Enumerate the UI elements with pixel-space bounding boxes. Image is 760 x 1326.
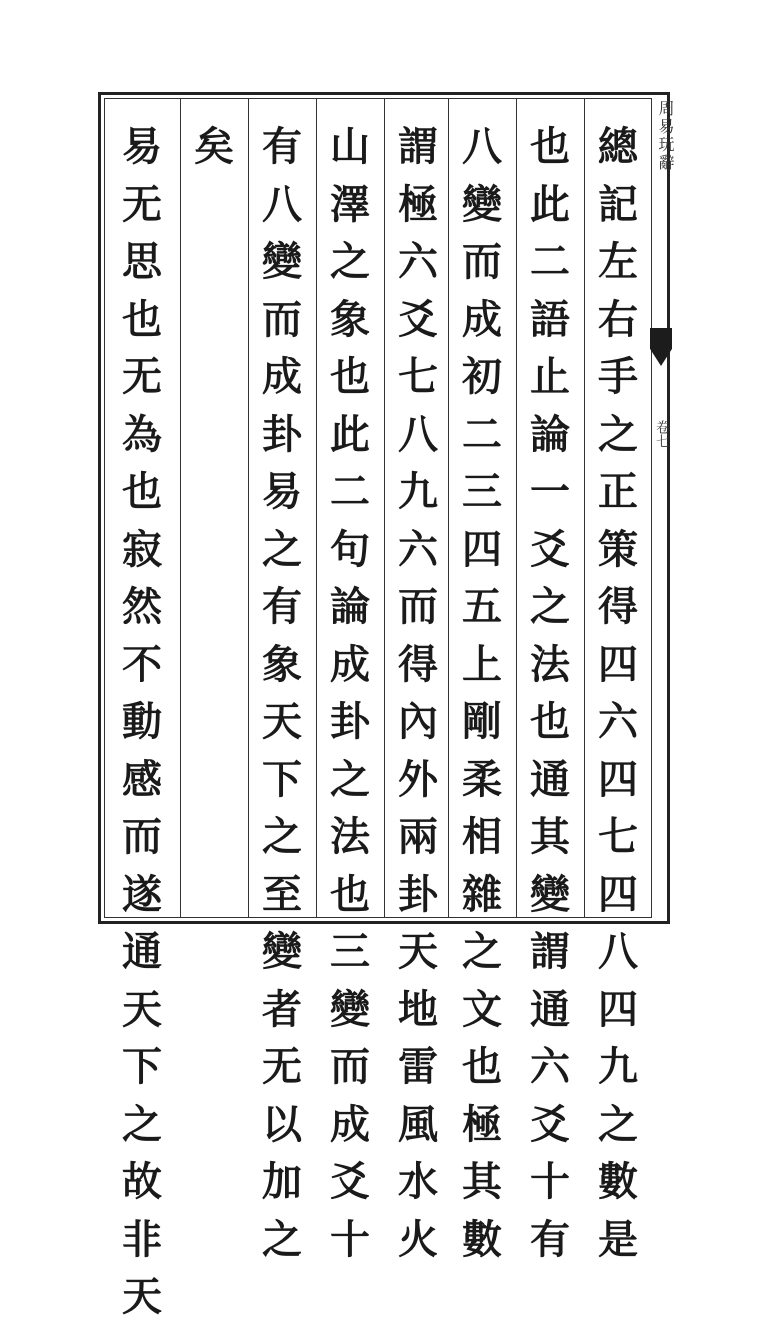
column-character: 二 — [462, 410, 502, 458]
column-character: 外 — [398, 755, 438, 803]
column-character: 六 — [530, 1043, 570, 1090]
column-character: 易 — [122, 123, 162, 170]
column-character: 變 — [530, 870, 570, 918]
column-character: 天 — [122, 1273, 162, 1320]
column-character: 之 — [330, 755, 370, 803]
column-character: 變 — [462, 180, 502, 228]
column-character: 變 — [330, 985, 370, 1033]
column-character: 策 — [598, 525, 638, 573]
column-character: 止 — [530, 353, 570, 400]
column-character: 一 — [530, 468, 570, 515]
column-character: 內 — [398, 698, 438, 745]
column-character: 之 — [262, 1215, 302, 1263]
column-character: 也 — [330, 870, 370, 918]
column-character: 卦 — [330, 698, 370, 745]
text-column-6 — [254, 118, 310, 1263]
column-character: 六 — [398, 525, 438, 573]
column-character: 九 — [398, 468, 438, 515]
column-character: 有 — [262, 123, 302, 170]
margin-book-title: 周易玩辭 — [656, 100, 675, 172]
column-character: 不 — [122, 640, 162, 688]
column-character: 而 — [330, 1043, 370, 1090]
column-character: 八 — [398, 410, 438, 458]
column-character: 无 — [262, 1043, 302, 1090]
column-character: 四 — [598, 640, 638, 688]
column-character: 山 — [330, 123, 370, 170]
column-character: 也 — [122, 295, 162, 343]
column-character: 數 — [462, 1215, 502, 1263]
column-character: 語 — [530, 295, 570, 343]
column-character: 而 — [398, 583, 438, 630]
column-character: 論 — [530, 410, 570, 458]
column-character: 法 — [330, 813, 370, 860]
column-character: 九 — [598, 1043, 638, 1090]
column-character: 故 — [122, 1158, 162, 1205]
column-character: 也 — [330, 353, 370, 400]
column-character: 之 — [330, 238, 370, 285]
column-character: 爻 — [398, 295, 438, 343]
column-character: 三 — [462, 468, 502, 515]
column-character: 左 — [598, 238, 638, 285]
column-character: 十 — [530, 1158, 570, 1205]
column-character: 謂 — [398, 123, 438, 170]
column-character: 其 — [462, 1158, 502, 1205]
column-character: 二 — [330, 468, 370, 515]
column-rule — [248, 98, 249, 918]
column-character: 剛 — [462, 698, 502, 745]
column-character: 成 — [330, 640, 370, 688]
column-character: 此 — [530, 180, 570, 228]
column-character: 以 — [262, 1100, 302, 1148]
column-character: 天 — [262, 698, 302, 745]
column-character: 上 — [462, 640, 502, 688]
column-character: 成 — [262, 353, 302, 400]
column-character: 非 — [122, 1215, 162, 1263]
column-character: 火 — [398, 1215, 438, 1263]
column-character: 論 — [330, 583, 370, 630]
column-character: 其 — [530, 813, 570, 860]
column-character: 八 — [598, 928, 638, 975]
column-character: 成 — [330, 1100, 370, 1148]
column-character: 无 — [122, 180, 162, 228]
column-character: 四 — [598, 985, 638, 1033]
column-character: 象 — [330, 295, 370, 343]
column-character: 文 — [462, 985, 502, 1033]
column-character: 爻 — [330, 1158, 370, 1205]
column-character: 而 — [462, 238, 502, 285]
column-character: 天 — [122, 985, 162, 1033]
column-character: 為 — [122, 410, 162, 458]
column-character: 六 — [598, 698, 638, 745]
column-character: 成 — [462, 295, 502, 343]
column-character: 是 — [598, 1215, 638, 1263]
column-character: 兩 — [398, 813, 438, 860]
column-character: 遂 — [122, 870, 162, 918]
text-column-2 — [522, 118, 578, 1263]
column-character: 也 — [530, 123, 570, 170]
text-column-5 — [322, 118, 378, 1263]
column-character: 然 — [122, 583, 162, 630]
column-character: 八 — [262, 180, 302, 228]
column-character: 十 — [330, 1215, 370, 1263]
column-character: 天 — [398, 928, 438, 975]
column-character: 通 — [530, 755, 570, 803]
text-column-8 — [114, 118, 170, 1320]
column-character: 五 — [462, 583, 502, 630]
column-character: 爻 — [530, 1100, 570, 1148]
column-character: 下 — [122, 1043, 162, 1090]
column-character: 相 — [462, 813, 502, 860]
column-character: 之 — [598, 1100, 638, 1148]
column-character: 之 — [530, 583, 570, 630]
column-character: 卦 — [398, 870, 438, 918]
column-character: 也 — [462, 1043, 502, 1090]
column-character: 之 — [122, 1100, 162, 1148]
column-character: 卦 — [262, 410, 302, 458]
column-character: 四 — [598, 870, 638, 918]
column-character: 七 — [398, 353, 438, 400]
column-character: 得 — [598, 583, 638, 630]
column-character: 極 — [462, 1100, 502, 1148]
column-character: 加 — [262, 1158, 302, 1205]
column-character: 右 — [598, 295, 638, 343]
column-character: 二 — [530, 238, 570, 285]
column-character: 四 — [462, 525, 502, 573]
column-character: 句 — [330, 525, 370, 573]
column-character: 謂 — [530, 928, 570, 975]
column-character: 八 — [462, 123, 502, 170]
column-character: 四 — [598, 755, 638, 803]
column-character: 水 — [398, 1158, 438, 1205]
column-character: 感 — [122, 755, 162, 803]
column-character: 記 — [598, 180, 638, 228]
column-character: 得 — [398, 640, 438, 688]
column-character: 也 — [530, 698, 570, 745]
column-character: 地 — [398, 985, 438, 1033]
column-rule — [516, 98, 517, 918]
column-character: 七 — [598, 813, 638, 860]
column-character: 矣 — [194, 123, 234, 170]
column-character: 正 — [598, 468, 638, 515]
column-character: 也 — [122, 468, 162, 515]
text-column-1 — [590, 118, 646, 1263]
column-character: 无 — [122, 353, 162, 400]
column-character: 法 — [530, 640, 570, 688]
column-character: 六 — [398, 238, 438, 285]
column-character: 爻 — [530, 525, 570, 573]
column-character: 通 — [122, 928, 162, 975]
column-rule — [316, 98, 317, 918]
column-character: 之 — [262, 813, 302, 860]
column-rule — [448, 98, 449, 918]
column-character: 者 — [262, 985, 302, 1033]
column-character: 動 — [122, 698, 162, 745]
column-rule — [384, 98, 385, 918]
column-character: 之 — [462, 928, 502, 975]
column-character: 通 — [530, 985, 570, 1033]
column-character: 變 — [262, 928, 302, 975]
text-column-3 — [454, 118, 510, 1263]
column-character: 極 — [398, 180, 438, 228]
column-character: 而 — [262, 295, 302, 343]
column-character: 之 — [598, 410, 638, 458]
column-character: 象 — [262, 640, 302, 688]
column-character: 數 — [598, 1158, 638, 1205]
column-character: 而 — [122, 813, 162, 860]
column-character: 此 — [330, 410, 370, 458]
column-character: 思 — [122, 238, 162, 285]
column-character: 之 — [262, 525, 302, 573]
column-character: 風 — [398, 1100, 438, 1148]
column-character: 三 — [330, 928, 370, 975]
column-character: 總 — [598, 123, 638, 170]
column-rule — [584, 98, 585, 918]
text-column-7 — [186, 118, 242, 918]
column-character: 雜 — [462, 870, 502, 918]
column-character: 下 — [262, 755, 302, 803]
column-character: 雷 — [398, 1043, 438, 1090]
column-character: 至 — [262, 870, 302, 918]
column-rule — [180, 98, 181, 918]
column-character: 手 — [598, 353, 638, 400]
column-character: 有 — [262, 583, 302, 630]
column-character: 澤 — [330, 180, 370, 228]
column-character: 易 — [262, 468, 302, 515]
column-character: 初 — [462, 353, 502, 400]
margin-volume-label: 卷七 — [654, 420, 670, 448]
column-character: 寂 — [122, 525, 162, 573]
column-character: 變 — [262, 238, 302, 285]
text-column-4 — [390, 118, 446, 1263]
column-character: 柔 — [462, 755, 502, 803]
column-character: 有 — [530, 1215, 570, 1263]
